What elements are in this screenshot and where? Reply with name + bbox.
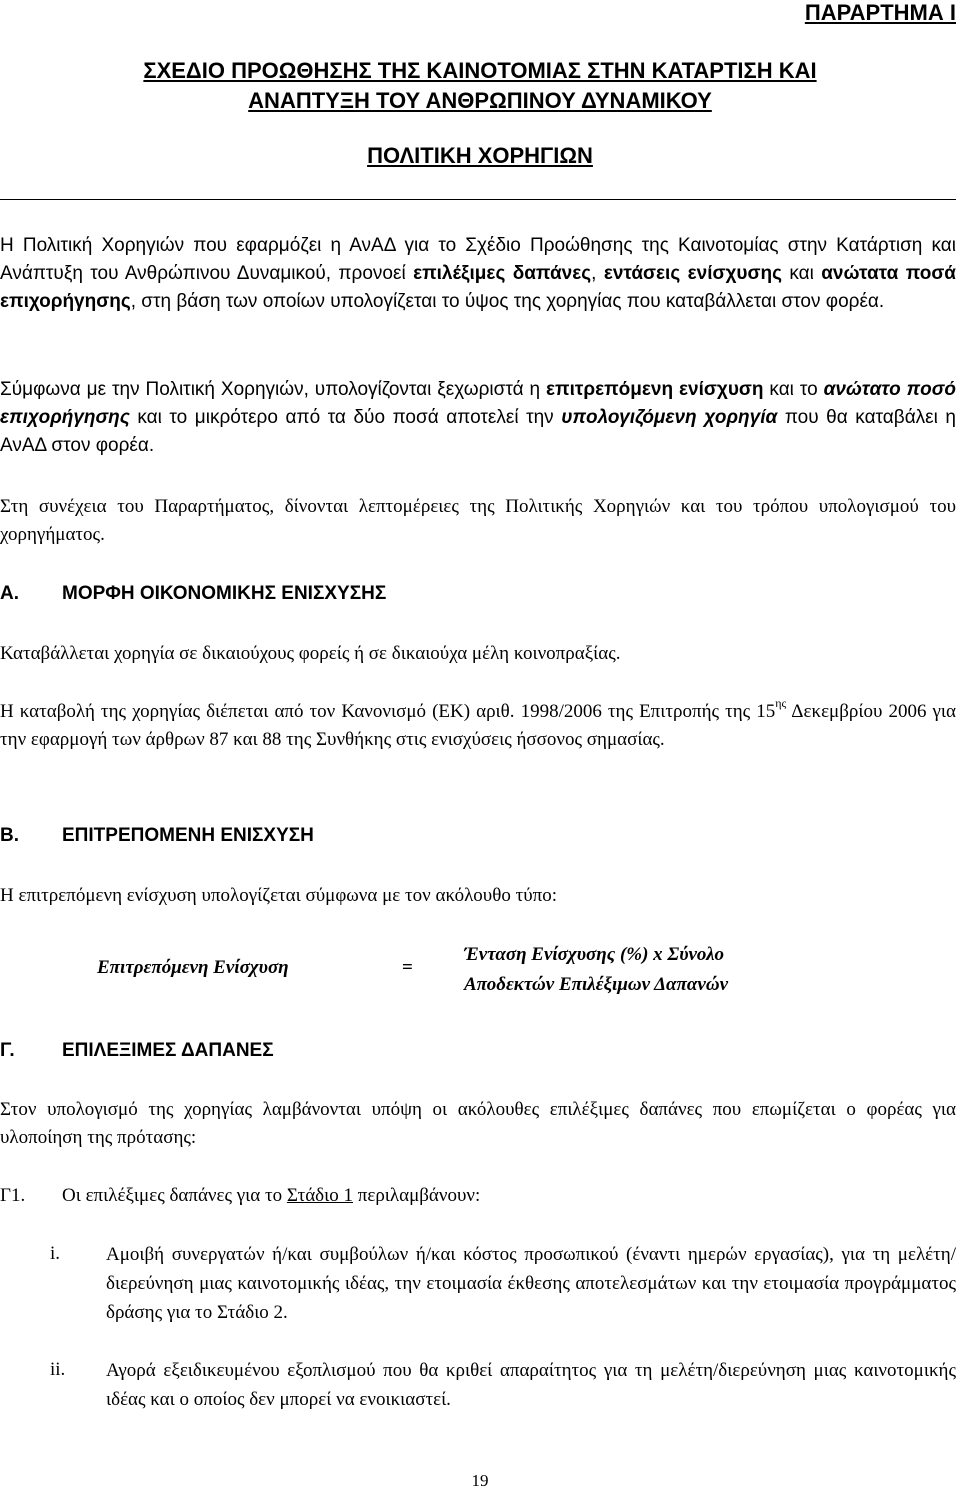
title-line-2: ΑΝΑΠΤΥΞΗ ΤΟΥ ΑΝΘΡΩΠΙΝΟΥ ΔΥΝΑΜΙΚΟΥ <box>248 88 712 113</box>
page-number: 19 <box>471 1471 489 1490</box>
section-a-paragraph-2 <box>0 698 956 754</box>
section-c-heading <box>0 1037 274 1065</box>
section-label: Α. <box>0 583 19 604</box>
stage-reference: Στάδιο 1 <box>286 1185 353 1206</box>
section-b-paragraph-1: Η επιτρεπόμενη ενίσχυση υπολογίζεται σύμφωνα με τον ακόλουθο τύπο: <box>0 885 557 906</box>
text-span: που θα καταβάλει η ΑνΑΔ στον φορέα. <box>0 407 957 456</box>
intro-paragraph-2 <box>0 376 956 460</box>
intro-paragraph-1 <box>0 232 956 316</box>
text-span: και <box>781 263 822 284</box>
text-span: , στη βάση των οποίων υπολογίζεται το ύψος της χορηγίας που καταβάλλεται στον φορέα. <box>130 291 885 312</box>
text-span: Σύμφωνα με την Πολιτική Χορηγιών, υπολογίζονται ξεχωριστά η <box>0 379 547 400</box>
subsection-c1-heading <box>0 1182 480 1210</box>
annex-label: ΠΑΡΑΡΤΗΜΑ Ι <box>804 0 956 25</box>
section-title: ΕΠΙΛΕΞΙΜΕΣ ΔΑΠΑΝΕΣ <box>62 1040 274 1061</box>
section-label: Γ. <box>0 1040 15 1061</box>
formula-right-line-1: Ένταση Ενίσχυσης (%) x Σύνολο <box>464 944 725 965</box>
section-title: ΜΟΡΦΗ ΟΙΚΟΝΟΜΙΚΗΣ ΕΝΙΣΧΥΣΗΣ <box>62 583 387 604</box>
text-span: Η Πολιτική Χορηγιών που εφαρμόζει η ΑνΑΔ για το Σχέδιο Προώθησης της Καινοτομίας στην Κατάρτιση και Ανάπτυξη του Ανθρώπινου Δυναμικού, προνοεί <box>0 235 956 284</box>
text-span: περιλαμβάνουν: <box>353 1185 481 1206</box>
formula-right-line-2: Αποδεκτών Επιλέξιμων Δαπανών <box>464 974 729 995</box>
text-span: Η καταβολή της χορηγίας διέπεται από τον Κανονισμό (ΕΚ) αριθ. 1998/2006 της Επιτροπής της 15 <box>0 701 776 722</box>
text-span: και το μικρότερο από τα δύο ποσά αποτελεί την <box>129 407 562 428</box>
list-item-number: i. <box>50 1243 61 1264</box>
text-span: Δεκεμβρίου 2006 για την εφαρμογή των άρθρων 87 και 88 της Συνθήκης στις ενισχύσεις ήσσονος σημασίας. <box>0 701 956 750</box>
title-line-1: ΣΧΕΔΙΟ ΠΡΟΩΘΗΣΗΣ ΤΗΣ ΚΑΙΝΟΤΟΜΙΑΣ ΣΤΗΝ ΚΑΤΑΡΤΙΣΗ ΚΑΙ <box>143 58 817 83</box>
bold-term: εντάσεις ενίσχυσης <box>603 263 782 284</box>
list-item: Αγορά εξειδικευμένου εξοπλισμού που θα κριθεί απαραίτητος για τη μελέτη/διερεύνηση μιας καινοτομικής ιδέας και ο οποίος δεν μπορεί να ενοικιαστεί. <box>106 1360 956 1410</box>
bold-italic-term: ανώτατο ποσό επιχορήγησης <box>0 379 957 428</box>
text-span: Οι επιλέξιμες δαπάνες για το <box>62 1185 287 1206</box>
intro-paragraph-3: Στη συνέχεια του Παραρτήματος, δίνονται λεπτομέρειες της Πολιτικής Χορηγιών και του τρόπου υπολογισμού του χορηγήματος. <box>0 496 956 545</box>
subsection-label: Γ1. <box>0 1185 26 1206</box>
section-a-heading <box>0 580 386 608</box>
formula-right-term <box>464 940 728 1000</box>
bold-italic-term: υπολογιζόμενη χορηγία <box>561 407 778 428</box>
superscript: ης <box>775 696 787 710</box>
section-b-heading <box>0 822 314 850</box>
bold-term: ανώτατα ποσά επιχορήγησης <box>0 263 956 312</box>
list-item: Αμοιβή συνεργατών ή/και συμβούλων ή/και κόστος προσωπικού (έναντι ημερών εργασίας), για τη μελέτη/διερεύνηση μιας καινοτομικής ιδέας, την ετοιμασία έκθεσης αποτελεσμάτων και την ετοιμασία προγράμματος δράσης για το Στάδιο 2. <box>106 1244 956 1323</box>
section-title: ΕΠΙΤΡΕΠΟΜΕΝΗ ΕΝΙΣΧΥΣΗ <box>62 825 314 846</box>
text-span: και το <box>763 379 824 400</box>
bold-term: επιτρεπόμενη ενίσχυση <box>546 379 764 400</box>
section-a-paragraph-1: Καταβάλλεται χορηγία σε δικαιούχους φορείς ή σε δικαιούχα μέλη κοινοπραξίας. <box>0 643 621 664</box>
section-label: Β. <box>0 825 19 846</box>
section-c-paragraph-1: Στον υπολογισμό της χορηγίας λαμβάνονται υπόψη οι ακόλουθες επιλέξιμες δαπάνες που επωμίζεται ο φορέας για υλοποίηση της πρότασης: <box>0 1099 956 1148</box>
formula-left-term: Επιτρεπόμενη Ενίσχυση <box>97 957 289 978</box>
formula-equals: = <box>402 957 413 978</box>
horizontal-rule <box>0 199 956 200</box>
bold-term: επιλέξιμες δαπάνες <box>413 263 592 284</box>
document-title <box>60 56 900 116</box>
list-item-number: ii. <box>50 1359 66 1380</box>
document-subtitle: ΠΟΛΙΤΙΚΗ ΧΟΡΗΓΙΩΝ <box>367 143 593 168</box>
text-span: , <box>591 263 604 284</box>
